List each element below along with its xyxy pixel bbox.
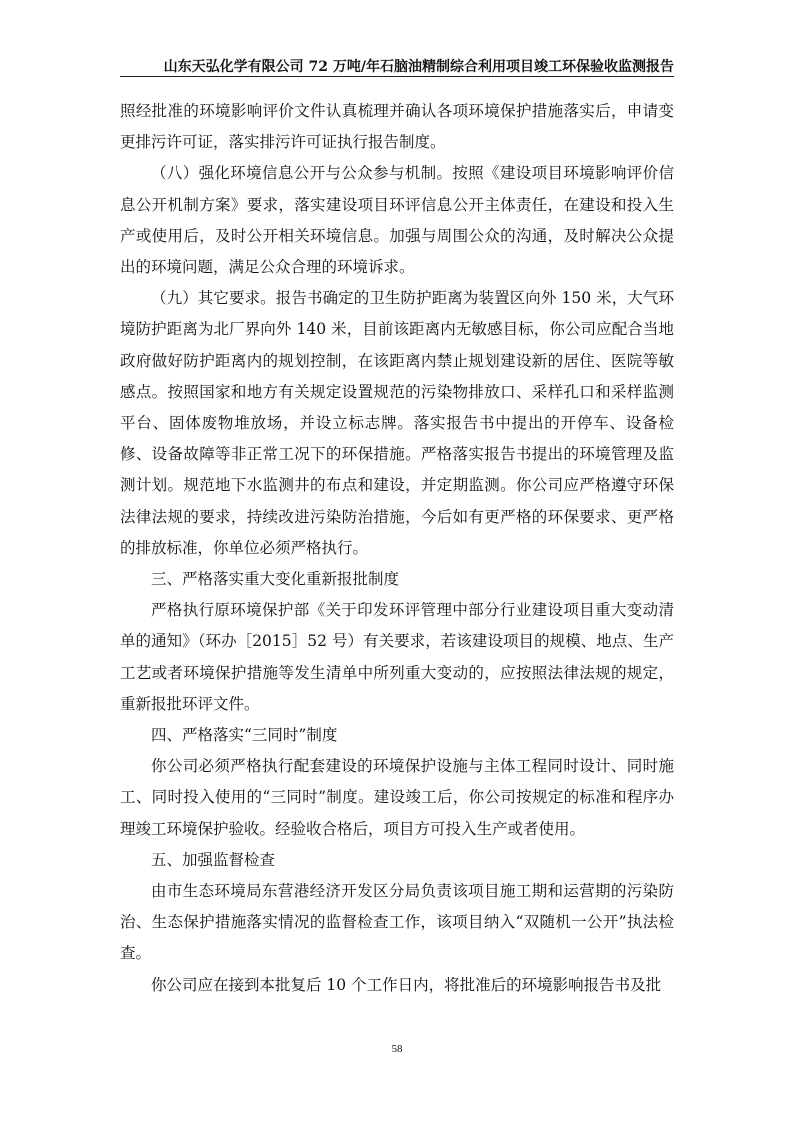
document-body	[120, 96, 674, 1001]
page-number: 58	[391, 1043, 403, 1055]
paragraph-continuation: 照经批准的环境影响评价文件认真梳理并确认各项环境保护措施落实后，申请变更排污许可证，落实排污许可证执行报告制度。	[120, 102, 674, 152]
report-header-title: 山东天弘化学有限公司 72 万吨/年石脑油精制综合利用项目竣工环保验收监测报告	[163, 59, 674, 75]
paragraph-section-3: 严格执行原环境保护部《关于印发环评管理中部分行业建设项目重大变动清单的通知》（环办［2015］52 号）有关要求，若该建设项目的规模、地点、生产工艺或者环境保护措施等发生清单中所列重大变动的，应按照法律法规的规定，重新报批环评文件。	[120, 601, 674, 713]
paragraph-section-5: 由市生态环境局东营港经济开发区分局负责该项目施工期和运营期的污染防治、生态保护措施落实情况的监督检查工作，该项目纳入“双随机一公开”执法检查。	[120, 882, 674, 963]
section-heading-3: 三、严格落实重大变化重新报批制度	[151, 570, 400, 589]
section-heading-5: 五、加强监督检查	[151, 850, 276, 869]
paragraph-final: 你公司应在接到本批复后 10 个工作日内，将批准后的环境影响报告书及批	[151, 975, 662, 994]
section-heading-4: 四、严格落实“三同时”制度	[151, 726, 338, 745]
paragraph-section-4: 你公司必须严格执行配套建设的环境保护设施与主体工程同时设计、同时施工、同时投入使用的“三同时”制度。建设竣工后，你公司按规定的标准和程序办理竣工环境保护验收。经验收合格后，项目方可投入生产或者使用。	[120, 757, 674, 838]
paragraph-item-8: （八）强化环境信息公开与公众参与机制。按照《建设项目环境影响评价信息公开机制方案》要求，落实建设项目环评信息公开主体责任，在建设和投入生产或使用后，及时公开相关环境信息。加强与周围公众的沟通，及时解决公众提出的环境问题，满足公众合理的环境诉求。	[120, 164, 674, 277]
paragraph-item-9: （九）其它要求。报告书确定的卫生防护距离为装置区向外 150 米，大气环境防护距离为北厂界向外 140 米，目前该距离内无敏感目标，你公司应配合当地政府做好防护距离内的规划控制，在该距离内禁止规划建设新的居住、医院等敏感点。按照国家和地方有关规定设置规范的污染物排放口、采样孔口和采样监测平台、固体废物堆放场，并设立标志牌。落实报告书中提出的开停车、设备检修、设备故障等非正常工况下的环保措施。严格落实报告书提出的环境管理及监测计划。规范地下水监测井的布点和建设，并定期监测。你公司应严格遵守环保法律法规的要求，持续改进污染防治措施，今后如有更严格的环保要求、更严格的排放标准，你单位必须严格执行。	[120, 289, 674, 557]
header-divider	[120, 76, 674, 77]
